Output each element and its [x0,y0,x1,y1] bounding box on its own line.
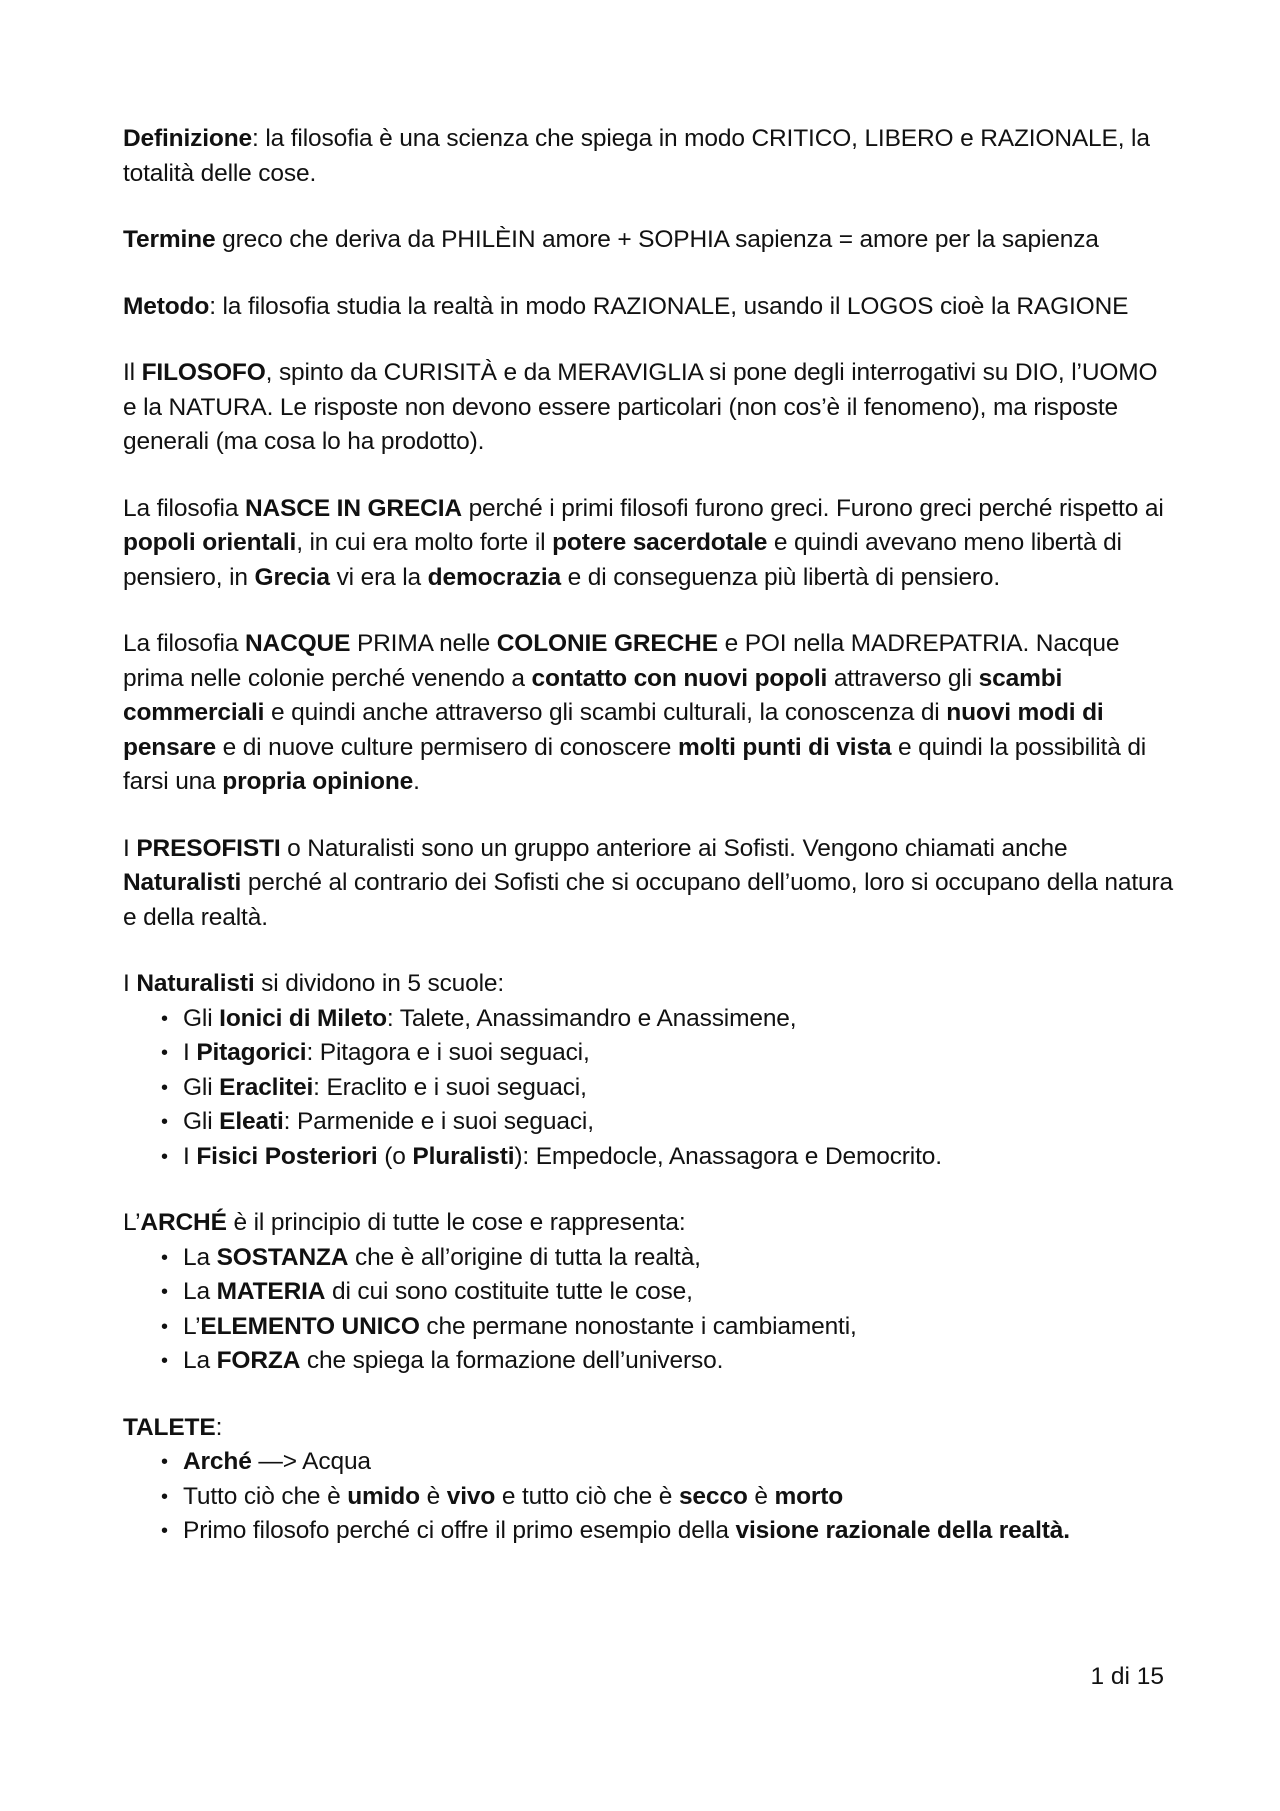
naturalisti-intro: I Naturalisti si dividono in 5 scuole: [123,970,505,997]
paragraph-filosofo: Il FILOSOFO, spinto da CURISITÀ e da MERAVIGLIA si pone degli interrogativi su DIO, l’UOMO e la NATURA. Le risposte non devono essere particolari (non cos’è il fenomeno), ma risposte generali (ma cosa lo ha prodotto). [123,359,1158,455]
list-item: • Arché —> Acqua [161,1445,1173,1480]
paragraph-definizione: Definizione: la filosofia è una scienza che spiega in modo CRITICO, LIBERO e RAZIONALE, la totalità delle cose. [123,125,1150,187]
talete-section [123,1411,1173,1549]
list-item: • Gli Ionici di Mileto: Talete, Anassimandro e Anassimene, [161,1002,1173,1037]
list-item: • Gli Eraclitei: Eraclito e i suoi seguaci, [161,1071,1173,1106]
list-item: • La FORZA che spiega la formazione dell’universo. [161,1344,1173,1379]
list-item: • Gli Eleati: Parmenide e i suoi seguaci, [161,1105,1173,1140]
naturalisti-list [123,1002,1173,1175]
list-item: • I Pitagorici: Pitagora e i suoi seguaci, [161,1036,1173,1071]
arche-intro: L’ARCHÉ è il principio di tutte le cose e rappresenta: [123,1209,686,1236]
page-number: 1 di 15 [1090,1663,1164,1690]
arche-section [123,1206,1173,1379]
list-item: • Primo filosofo perché ci offre il primo esempio della visione razionale della realtà. [161,1514,1173,1549]
paragraph-termine: Termine greco che deriva da PHILÈIN amore + SOPHIA sapienza = amore per la sapienza [123,226,1099,253]
list-item: • I Fisici Posteriori (o Pluralisti): Empedocle, Anassagora e Democrito. [161,1140,1173,1175]
document-page [123,122,1173,1549]
arche-list [123,1241,1173,1379]
talete-heading: TALETE: [123,1413,223,1441]
paragraph-metodo: Metodo: la filosofia studia la realtà in modo RAZIONALE, usando il LOGOS cioè la RAGIONE [123,292,1129,320]
paragraph-nasce-in-grecia: La filosofia NASCE IN GRECIA perché i primi filosofi furono greci. Furono greci perché rispetto ai popoli orientali, in cui era molto forte il potere sacerdotale e quindi avevano meno libertà di pensiero, in Grecia vi era la democrazia e di conseguenza più libertà di pensiero. [123,494,1164,591]
list-item: • La SOSTANZA che è all’origine di tutta la realtà, [161,1241,1173,1276]
paragraph-presofisti: I PRESOFISTI o Naturalisti sono un gruppo anteriore ai Sofisti. Vengono chiamati anche Naturalisti perché al contrario dei Sofisti che si occupano dell’uomo, loro si occupano della natura e della realtà. [123,834,1173,931]
talete-list [123,1445,1173,1549]
paragraph-colonie-greche: La filosofia NACQUE PRIMA nelle COLONIE GRECHE e POI nella MADREPATRIA. Nacque prima nelle colonie perché venendo a contatto con nuovi popoli attraverso gli scambi commerciali e quindi anche attraverso gli scambi culturali, la conoscenza di nuovi modi di pensare e di nuove culture permisero di conoscere molti punti di vista e quindi la possibilità di farsi una propria opinione. [123,630,1147,795]
list-item: • Tutto ciò che è umido è vivo e tutto ciò che è secco è morto [161,1480,1173,1515]
list-item: • La MATERIA di cui sono costituite tutte le cose, [161,1275,1173,1310]
naturalisti-section [123,967,1173,1174]
list-item: • L’ELEMENTO UNICO che permane nonostante i cambiamenti, [161,1310,1173,1345]
